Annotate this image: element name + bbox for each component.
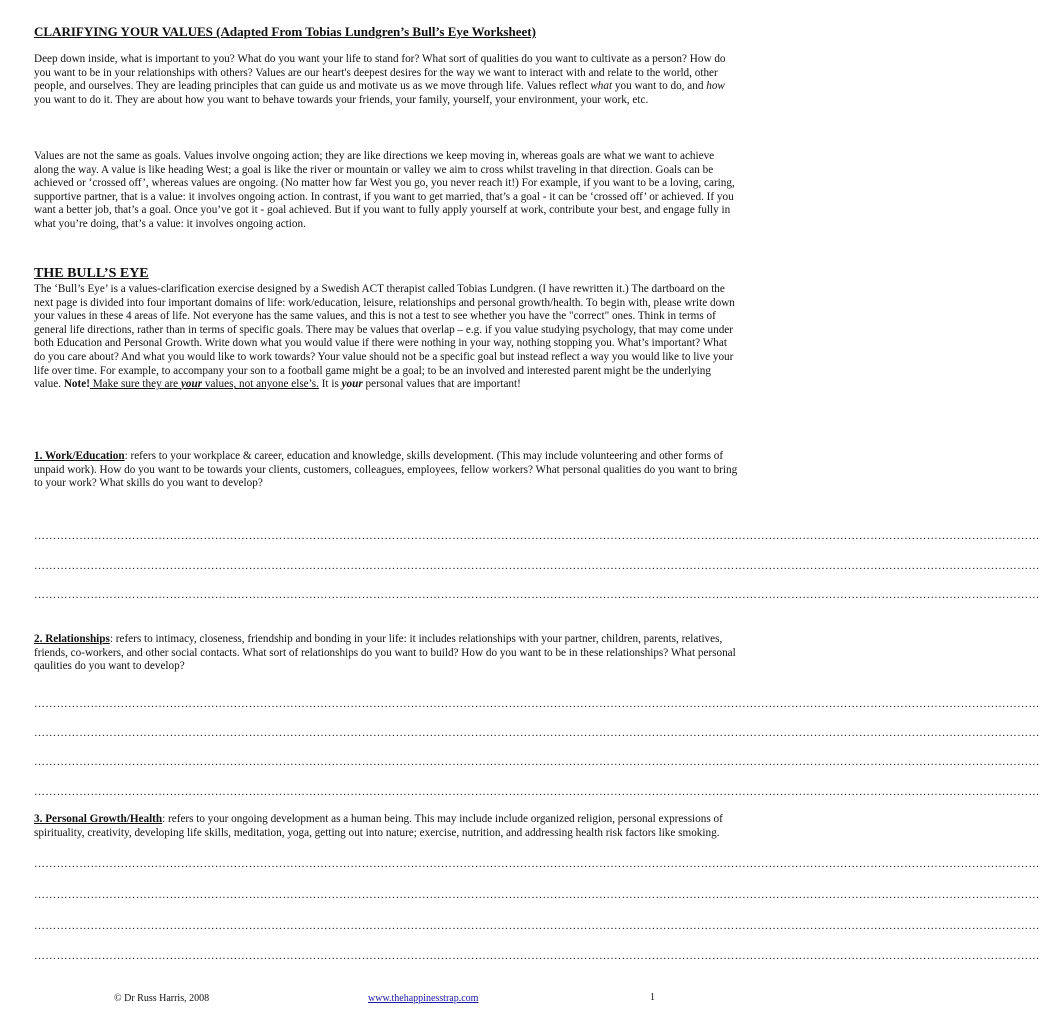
section-work-education [34,450,739,491]
intro-paragraph-1 [34,53,739,107]
answer-line[interactable]: …………………………………………………………………………………………………………………………………………………………………………………………………………………………………………… [34,950,1040,962]
note-emphasis-your-2: your [341,378,363,391]
note-underlined [90,378,319,390]
answer-line[interactable]: …………………………………………………………………………………………………………………………………………………………………………………………………………………………………………… [34,920,1040,932]
answer-line[interactable]: …………………………………………………………………………………………………………………………………………………………………………………………………………………………………………… [34,858,1040,870]
bulls-eye-paragraph [34,283,739,392]
note-text: personal values that are important! [362,378,521,391]
intro-emphasis-how: how [706,80,725,93]
section-description: : refers to your ongoing development as a human being. This may include include organized religion, personal expressions of spirituality, creativity, developing life skills, meditation, yoga, getting out into nature; exercise, nutrition, and addressing health risk factors like smoking. [34,813,723,839]
intro-text: you want to do, and [612,80,707,93]
intro-text: Deep down inside, what is important to you? What do you want your life to stand for? What sort of qualities do you want to cultivate as a person? How do you want to be in your relationships with others? Values are our heart's deepest desires for the way we want to interact with and relate to the world, other people, and ourselves. They are leading principles that can guide us and motivate us as we move through life. Values reflect [34,53,726,93]
section-description: : refers to intimacy, closeness, friendship and bonding in your life: it includes relationships with your partner, children, parents, relatives, friends, co-workers, and other social contacts. What sort of relationships do you want to build? How do you want to be in these relationships? What personal qaulities do you want to develop? [34,633,736,673]
note-text: Make sure they are [89,378,181,391]
intro-paragraph-2: Values are not the same as goals. Values involve ongoing action; they are like directions we keep moving in, whereas goals are what we want to achieve along the way. A value is like heading West; a goal is like the river or mountain or valley we aim to cross whilst traveling in that direction. Goals can be achieved or ‘crossed off’, whereas values are ongoing. (No matter how far West you go, you never reach it!) For example, if you want to be a loving, caring, supportive partner, that is a value: it involves ongoing action. In contrast, if you want to get married, that’s a goal - it can be ‘crossed off’ or achieved. If you want a better job, that’s a goal. Once you’ve got it - goal achieved. But if you want to fully apply yourself at work, contribute your best, and engage fully in what you’re doing, that’s a value: it involves ongoing action. [34,150,735,230]
section-heading: 3. Personal Growth/Health [34,813,163,825]
note-label: Note! [63,378,90,391]
answer-line[interactable]: …………………………………………………………………………………………………………………………………………………………………………………………………………………………………………… [34,889,1040,901]
answer-line[interactable]: …………………………………………………………………………………………………………………………………………………………………………………………………………………………………………… [34,756,1040,768]
section-heading: 2. Relationships [34,633,110,645]
footer-copyright: © Dr Russ Harris, 2008 [114,993,210,1004]
section-relationships [34,633,739,674]
bulls-eye-text: The ‘Bull’s Eye’ is a values-clarification exercise designed by a Swedish ACT therapist called Tobias Lundgren. (I have rewritten it.) The dartboard on the next page is divided into four important domains of life: work/education, leisure, relationships and personal growth/health. To begin with, please write down your values in these 4 areas of life. Not everyone has the same values, and this is not a test to see whether you have the "correct" ones. Think in terms of general life directions, rather than in terms of specific goals. There may be values that overlap – e.g. if you value studying psychology, that may come under both Education and Personal Growth. Write down what you would value if there were nothing in your way, nothing stopping you. What’s important? What do you care about? And what you would like to work towards? Your value should not be a specific goal but instead reflect a way you would like to live your life over time. For example, to accompany your son to a football game might be a goal; to be an involved and interested parent might be the underlying value. [34,283,735,391]
note-text: values, not anyone else’s. [202,378,319,391]
footer-website-link[interactable]: www.thehappinesstrap.com [368,993,479,1004]
note-emphasis-your: your [180,378,203,391]
note-text: It is [318,378,342,391]
section-heading: 1. Work/Education [34,450,125,462]
intro-emphasis-what: what [590,80,613,93]
answer-line[interactable]: …………………………………………………………………………………………………………………………………………………………………………………………………………………………………………… [34,727,1040,739]
intro-text: you want to do it. They are about how you want to behave towards your friends, your family, yourself, your environment, your work, etc. [34,93,649,106]
answer-line[interactable]: …………………………………………………………………………………………………………………………………………………………………………………………………………………………………………… [34,560,1040,572]
answer-line[interactable]: …………………………………………………………………………………………………………………………………………………………………………………………………………………………………………… [34,786,1040,798]
section-description: : refers to your workplace & career, education and knowledge, skills development. (This may include volunteering and other forms of unpaid work). How do you want to be towards your clients, customers, colleagues, employees, fellow workers? What personal qualities do you want to bring to your work? What skills do you want to develop? [34,450,738,490]
answer-line[interactable]: …………………………………………………………………………………………………………………………………………………………………………………………………………………………………………… [34,698,1040,710]
bulls-eye-heading: THE BULL’S EYE [34,266,149,281]
section-personal-growth-health [34,813,739,840]
answer-line[interactable]: …………………………………………………………………………………………………………………………………………………………………………………………………………………………………………… [34,589,1040,601]
page-title: CLARIFYING YOUR VALUES (Adapted From Tobias Lundgren’s Bull’s Eye Worksheet) [34,24,536,39]
answer-line[interactable]: …………………………………………………………………………………………………………………………………………………………………………………………………………………………………………… [34,530,1040,542]
page-number: 1 [650,992,655,1003]
